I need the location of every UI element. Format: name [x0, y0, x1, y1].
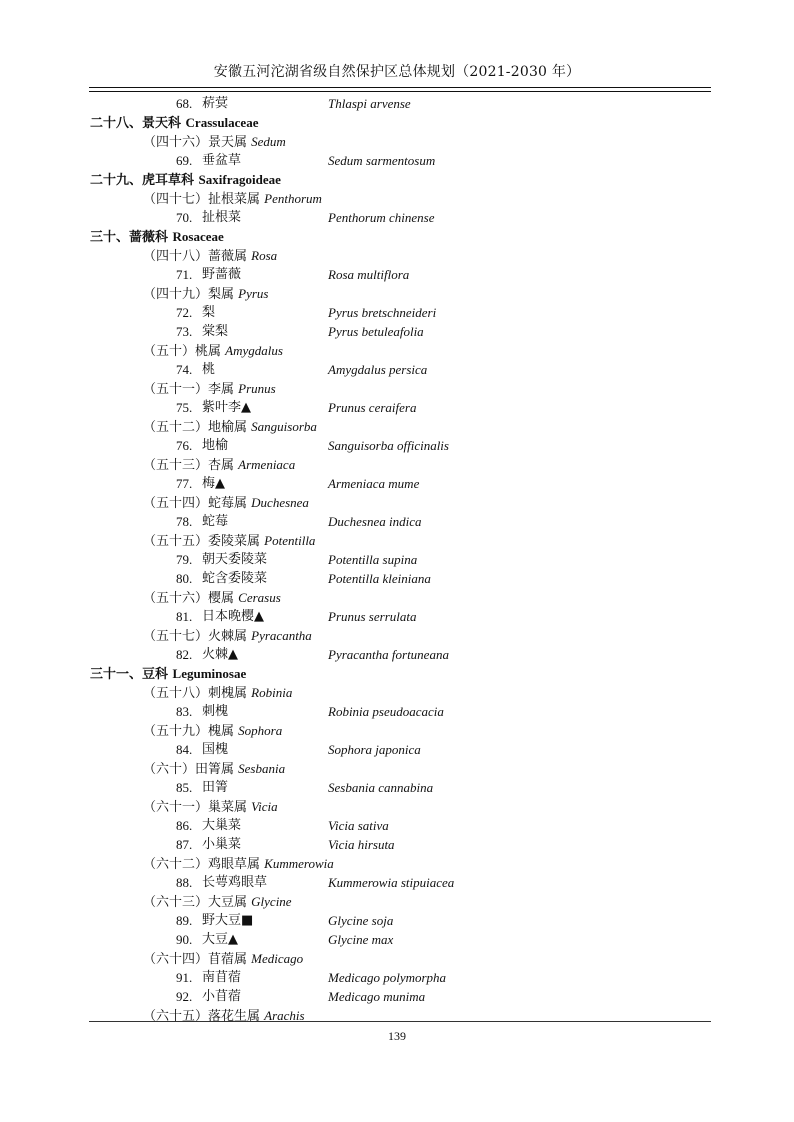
genus-heading	[143, 683, 292, 703]
species-number: 88.	[176, 875, 193, 890]
genus-name-latin: Glycine	[251, 894, 292, 909]
species-name-latin: Glycine max	[328, 932, 394, 947]
species-row	[0, 550, 794, 569]
genus-name-cn: （六十五）落花生属	[143, 1009, 261, 1024]
genus-name-cn: （四十八）蔷薇属	[143, 249, 248, 264]
species-number: 69.	[176, 153, 193, 168]
genus-row	[0, 379, 794, 398]
page-number: 139	[388, 1029, 406, 1043]
species-name-cn: 南苜蓿	[202, 970, 242, 985]
species-number: 84.	[176, 742, 193, 757]
species-row	[0, 322, 794, 341]
species-name-cn: 野大豆■	[202, 913, 254, 928]
species-number: 91.	[176, 970, 193, 985]
genus-row	[0, 531, 794, 550]
genus-heading	[143, 531, 315, 551]
genus-row	[0, 949, 794, 968]
species-name-latin: Thlaspi arvense	[328, 96, 411, 111]
genus-name-latin: Vicia	[251, 799, 278, 814]
species-name-cn: 国槐	[202, 742, 229, 757]
genus-heading	[143, 797, 278, 817]
species-name-latin: Rosa multiflora	[328, 267, 410, 282]
species-name-cn: 大豆▲	[202, 932, 238, 947]
family-heading	[90, 227, 224, 247]
species-number: 70.	[176, 210, 193, 225]
species-name-latin: Potentilla supina	[328, 552, 418, 567]
genus-row	[0, 417, 794, 436]
genus-heading	[143, 455, 295, 475]
species-name-cn: 田箐	[202, 780, 229, 795]
genus-row	[0, 341, 794, 360]
species-number: 80.	[176, 571, 193, 586]
species-name-latin: Sesbania cannabina	[328, 780, 434, 795]
species-row	[0, 208, 794, 227]
species-name-latin: Sophora japonica	[328, 742, 421, 757]
species-name-cn: 蛇含委陵菜	[202, 571, 268, 586]
species-name-cn: 刺槐	[202, 704, 229, 719]
species-name-latin: Potentilla kleiniana	[328, 571, 431, 586]
family-row	[0, 227, 794, 246]
species-row	[0, 911, 794, 930]
species-name-cn: 梨	[202, 305, 216, 320]
genus-row	[0, 246, 794, 265]
genus-name-latin: Cerasus	[238, 590, 281, 605]
species-row	[0, 94, 794, 113]
species-name-cn: 棠梨	[202, 324, 229, 339]
genus-name-latin: Prunus	[238, 381, 276, 396]
genus-row	[0, 455, 794, 474]
genus-name-cn: （五十四）蛇莓属	[143, 496, 248, 511]
species-row	[0, 873, 794, 892]
species-number: 82.	[176, 647, 193, 662]
species-number: 76.	[176, 438, 193, 453]
genus-name-cn: （五十一）李属	[143, 382, 235, 397]
species-number: 72.	[176, 305, 193, 320]
species-row	[0, 265, 794, 284]
genus-name-cn: （四十七）扯根菜属	[143, 192, 261, 207]
genus-heading	[143, 721, 282, 741]
family-name-latin: Leguminosae	[172, 666, 247, 681]
species-name-latin: Sedum sarmentosum	[328, 153, 436, 168]
genus-row	[0, 759, 794, 778]
genus-heading	[143, 892, 292, 912]
species-name-latin: Vicia sativa	[328, 818, 389, 833]
genus-heading	[143, 189, 322, 209]
species-number: 74.	[176, 362, 193, 377]
genus-name-cn: （四十九）梨属	[143, 287, 235, 302]
genus-name-latin: Arachis	[264, 1008, 305, 1023]
genus-heading	[143, 284, 269, 304]
genus-heading	[143, 588, 281, 608]
family-heading	[90, 113, 258, 133]
species-name-latin: Vicia hirsuta	[328, 837, 395, 852]
genus-name-cn: （五十九）槐属	[143, 724, 235, 739]
species-number: 81.	[176, 609, 193, 624]
genus-name-latin: Medicago	[251, 951, 304, 966]
species-name-cn: 梅▲	[202, 476, 225, 491]
species-row	[0, 835, 794, 854]
genus-heading	[143, 341, 283, 361]
header-rule-thick	[89, 87, 711, 88]
genus-name-latin: Pyracantha	[251, 628, 312, 643]
species-name-cn: 野蔷薇	[202, 267, 242, 282]
genus-row	[0, 189, 794, 208]
genus-row	[0, 797, 794, 816]
species-row	[0, 930, 794, 949]
species-row	[0, 512, 794, 531]
genus-name-cn: （六十二）鸡眼草属	[143, 857, 261, 872]
species-name-cn: 蛇莓	[202, 514, 229, 529]
header-rule-thin	[89, 91, 711, 92]
genus-name-cn: （六十）田箐属	[143, 762, 235, 777]
family-row	[0, 664, 794, 683]
species-number: 87.	[176, 837, 193, 852]
species-number: 77.	[176, 476, 193, 491]
species-name-cn: 小苜蓿	[202, 989, 242, 1004]
family-name-cn: 二十八、景天科	[90, 116, 182, 131]
species-number: 83.	[176, 704, 193, 719]
species-name-latin: Medicago polymorpha	[328, 970, 447, 985]
species-name-cn: 大巢菜	[202, 818, 242, 833]
species-name-latin: Medicago munima	[328, 989, 426, 1004]
species-name-latin: Sanguisorba officinalis	[328, 438, 449, 453]
genus-name-latin: Potentilla	[264, 533, 316, 548]
species-row	[0, 987, 794, 1006]
species-name-cn: 火棘▲	[202, 647, 238, 662]
species-number: 92.	[176, 989, 193, 1004]
genus-row	[0, 721, 794, 740]
genus-row	[0, 493, 794, 512]
family-row	[0, 170, 794, 189]
species-name-cn: 朝天委陵菜	[202, 552, 268, 567]
family-name-cn: 三十一、豆科	[90, 667, 169, 682]
species-number: 79.	[176, 552, 193, 567]
genus-row	[0, 626, 794, 645]
species-number: 73.	[176, 324, 193, 339]
family-row	[0, 113, 794, 132]
species-name-latin: Prunus serrulata	[328, 609, 417, 624]
genus-heading	[143, 626, 312, 646]
genus-row	[0, 854, 794, 873]
species-name-cn: 垂盆草	[202, 153, 242, 168]
species-row	[0, 398, 794, 417]
species-row	[0, 645, 794, 664]
species-row	[0, 151, 794, 170]
genus-name-latin: Penthorum	[264, 191, 322, 206]
genus-name-latin: Duchesnea	[251, 495, 309, 510]
family-name-latin: Crassulaceae	[185, 115, 259, 130]
species-number: 71.	[176, 267, 193, 282]
family-heading	[90, 664, 246, 684]
species-name-latin: Pyrus bretschneideri	[328, 305, 437, 320]
genus-name-cn: （五十）桃属	[143, 344, 222, 359]
species-row	[0, 778, 794, 797]
genus-name-cn: （五十八）刺槐属	[143, 686, 248, 701]
species-number: 68.	[176, 96, 193, 111]
species-name-latin: Amygdalus persica	[328, 362, 428, 377]
genus-heading	[143, 493, 309, 513]
species-name-cn: 扯根菜	[202, 210, 242, 225]
genus-name-latin: Sophora	[238, 723, 283, 738]
genus-name-latin: Sesbania	[238, 761, 286, 776]
family-heading	[90, 170, 281, 190]
species-name-cn: 地榆	[202, 438, 229, 453]
genus-name-latin: Robinia	[251, 685, 293, 700]
footer-rule	[89, 1021, 711, 1022]
species-number: 86.	[176, 818, 193, 833]
species-list	[0, 94, 794, 1025]
genus-name-cn: （五十五）委陵菜属	[143, 534, 261, 549]
species-number: 85.	[176, 780, 193, 795]
genus-name-cn: （六十一）巢菜属	[143, 800, 248, 815]
species-number: 75.	[176, 400, 193, 415]
species-name-latin: Pyrus betuleafolia	[328, 324, 424, 339]
species-row	[0, 968, 794, 987]
genus-row	[0, 683, 794, 702]
species-name-cn: 长萼鸡眼草	[202, 875, 268, 890]
species-row	[0, 569, 794, 588]
species-name-cn: 菥蓂	[202, 96, 229, 111]
species-name-cn: 日本晚樱▲	[202, 609, 264, 624]
family-name-cn: 二十九、虎耳草科	[90, 173, 195, 188]
species-number: 78.	[176, 514, 193, 529]
genus-name-cn: （四十六）景天属	[143, 135, 248, 150]
species-name-latin: Prunus ceraifera	[328, 400, 417, 415]
genus-heading	[143, 1006, 305, 1026]
genus-row	[0, 1006, 794, 1025]
genus-name-latin: Sanguisorba	[251, 419, 317, 434]
species-name-latin: Glycine soja	[328, 913, 394, 928]
species-row	[0, 303, 794, 322]
family-name-latin: Saxifragoideae	[198, 172, 281, 187]
family-name-latin: Rosaceae	[172, 229, 224, 244]
genus-name-latin: Amygdalus	[225, 343, 283, 358]
species-name-cn: 小巢菜	[202, 837, 242, 852]
family-name-cn: 三十、蔷薇科	[90, 230, 169, 245]
genus-row	[0, 892, 794, 911]
species-row	[0, 816, 794, 835]
species-row	[0, 607, 794, 626]
genus-name-latin: Armeniaca	[238, 457, 296, 472]
genus-heading	[143, 379, 276, 399]
genus-name-cn: （六十三）大豆属	[143, 895, 248, 910]
species-number: 90.	[176, 932, 193, 947]
species-row	[0, 702, 794, 721]
species-name-latin: Penthorum chinense	[328, 210, 435, 225]
genus-name-latin: Pyrus	[238, 286, 269, 301]
species-number: 89.	[176, 913, 193, 928]
genus-heading	[143, 246, 277, 266]
species-name-latin: Pyracantha fortuneana	[328, 647, 449, 662]
genus-name-latin: Sedum	[251, 134, 286, 149]
genus-name-cn: （五十六）樱属	[143, 591, 235, 606]
genus-heading	[143, 854, 334, 874]
species-row	[0, 360, 794, 379]
genus-name-latin: Rosa	[251, 248, 278, 263]
genus-name-cn: （五十七）火棘属	[143, 629, 248, 644]
species-row	[0, 474, 794, 493]
genus-name-cn: （五十三）杏属	[143, 458, 235, 473]
species-row	[0, 436, 794, 455]
genus-name-latin: Kummerowia	[264, 856, 334, 871]
species-name-cn: 桃	[202, 362, 216, 377]
species-name-latin: Robinia pseudoacacia	[328, 704, 444, 719]
species-name-cn: 紫叶李▲	[202, 400, 251, 415]
genus-heading	[143, 759, 285, 779]
genus-heading	[143, 132, 286, 152]
species-row	[0, 740, 794, 759]
species-name-latin: Duchesnea indica	[328, 514, 422, 529]
genus-row	[0, 132, 794, 151]
genus-heading	[143, 417, 317, 437]
species-name-latin: Kummerowia stipuiacea	[328, 875, 455, 890]
genus-name-cn: （六十四）苜蓿属	[143, 952, 248, 967]
genus-row	[0, 588, 794, 607]
running-header: 安徽五河沱湖省级自然保护区总体规划（2021-2030 年）	[213, 64, 581, 80]
species-name-latin: Armeniaca mume	[328, 476, 420, 491]
genus-heading	[143, 949, 303, 969]
genus-row	[0, 284, 794, 303]
genus-name-cn: （五十二）地榆属	[143, 420, 248, 435]
